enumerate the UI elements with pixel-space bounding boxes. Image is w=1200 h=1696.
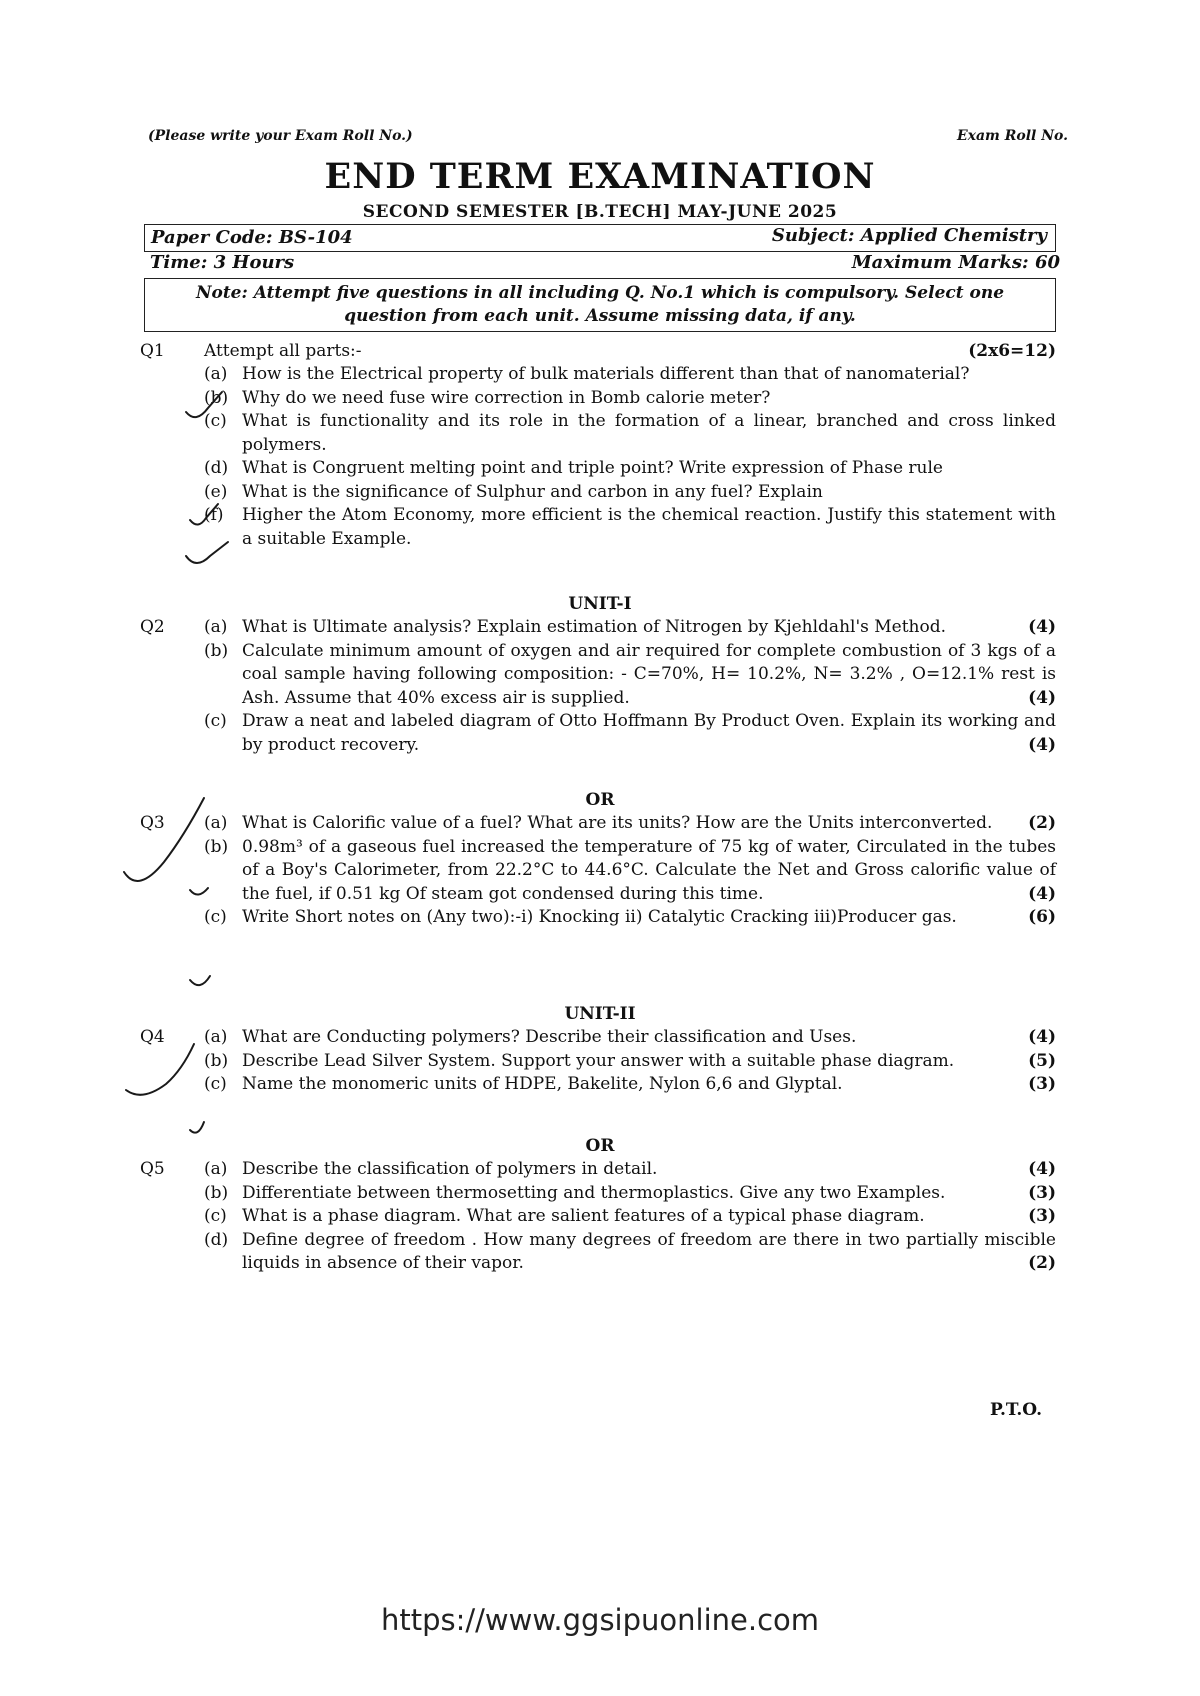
roll-number-header	[148, 128, 1068, 144]
question-1	[140, 340, 1056, 580]
part-text: What is functionality and its role in the formation of a linear, branched and cross linked polymers.	[242, 411, 1056, 455]
question-part	[204, 1026, 1056, 1050]
part-label: (a)	[204, 813, 228, 833]
part-text: How is the Electrical property of bulk materials different than that of nanomaterial?	[242, 364, 970, 384]
part-marks: (4)	[1028, 1027, 1056, 1047]
part-marks: (4)	[1028, 883, 1056, 904]
question-part	[204, 410, 1056, 457]
part-label: (e)	[204, 481, 228, 502]
part-label: (a)	[204, 1027, 228, 1047]
paper-info-row	[144, 224, 1056, 252]
part-text: 0.98m³ of a gaseous fuel increased the temperature of 75 kg of water, Circulated in the tubes of a Boy's Calorimeter, from 22.2°C to 44.6°C. Calculate the Net and Gross calorific value of the fuel, if 0.51 kg Of steam got condensed during this time.	[242, 836, 1056, 904]
part-text: What is Congruent melting point and triple point? Write expression of Phase rule	[242, 458, 943, 478]
question-part	[204, 1073, 1056, 1097]
part-marks: (6)	[1028, 907, 1056, 927]
part-text: What is Ultimate analysis? Explain estimation of Nitrogen by Kjehldahl's Method.	[242, 617, 947, 637]
tick-mark-icon	[126, 1044, 194, 1095]
exam-title: END TERM EXAMINATION	[324, 156, 876, 197]
exam-subtitle: SECOND SEMESTER [B.TECH] MAY-JUNE 2025	[362, 202, 838, 222]
tick-mark-icon	[190, 976, 210, 985]
question-parts	[204, 1026, 1056, 1097]
unit-heading: UNIT-II	[564, 1004, 636, 1024]
part-label: (a)	[204, 1159, 228, 1179]
part-marks: (4)	[1028, 617, 1056, 637]
question-part	[204, 457, 1056, 481]
part-label: (c)	[204, 1074, 227, 1094]
part-text: What is a phase diagram. What are salient features of a typical phase diagram.	[242, 1206, 925, 1226]
part-label: (f)	[204, 505, 224, 525]
question-part	[204, 1182, 1056, 1206]
part-label: (b)	[204, 836, 229, 857]
tick-mark-icon	[190, 1122, 204, 1133]
question-parts	[204, 616, 1056, 757]
question-part	[204, 504, 1056, 551]
part-text: Name the monomeric units of HDPE, Bakelite, Nylon 6,6 and Glyptal.	[242, 1074, 843, 1094]
part-text: Calculate minimum amount of oxygen and air required for complete combustion of 3 kgs of a coal sample having following composition: - C=70%, H= 10.2%, N= 3.2% , O=12.1% rest is Ash. Assume that 40% excess air is supplied.	[242, 640, 1056, 708]
part-label: (b)	[204, 640, 229, 661]
part-text: Describe Lead Silver System. Support your answer with a suitable phase diagram.	[242, 1050, 955, 1071]
part-marks: (5)	[1028, 1050, 1056, 1071]
question-marks: (2x6=12)	[968, 341, 1056, 361]
question-part	[204, 387, 1056, 411]
part-label: (b)	[204, 387, 229, 408]
part-text: What is Calorific value of a fuel? What are its units? How are the Units interconverted.	[242, 813, 993, 833]
question-instruction	[204, 340, 1056, 364]
question-instruction-text: Attempt all parts:-	[204, 341, 362, 361]
footer-url: https://www.ggsipuonline.com	[380, 1603, 820, 1637]
question-part	[204, 1205, 1056, 1229]
question-parts	[204, 1158, 1056, 1276]
part-text: Describe the classification of polymers in detail.	[242, 1159, 658, 1179]
part-marks: (4)	[1028, 687, 1056, 708]
question-number: Q2	[140, 617, 165, 637]
question-part	[204, 1158, 1056, 1182]
or-separator: OR	[585, 1136, 615, 1156]
part-label: (b)	[204, 1182, 229, 1203]
or-separator: OR	[585, 790, 615, 810]
question-part	[204, 710, 1056, 757]
question-parts	[204, 363, 1056, 551]
part-label: (c)	[204, 1206, 227, 1226]
instructions-note: Note: Attempt five questions in all including Q. No.1 which is compulsory. Select one question from each unit. Assume missing data, if any.	[144, 278, 1056, 332]
part-text: What are Conducting polymers? Describe their classification and Uses.	[242, 1027, 857, 1047]
question-part	[204, 1229, 1056, 1276]
part-text: Differentiate between thermosetting and thermoplastics. Give any two Examples.	[242, 1182, 946, 1203]
part-label: (a)	[204, 617, 228, 637]
question-parts	[204, 812, 1056, 930]
question-part	[204, 363, 1056, 387]
question-part	[204, 1050, 1056, 1074]
part-label: (a)	[204, 364, 228, 384]
unit-heading: UNIT-I	[568, 594, 632, 614]
question-number: Q1	[140, 341, 165, 361]
part-label: (d)	[204, 458, 229, 478]
part-marks: (4)	[1028, 734, 1056, 755]
roll-note: (Please write your Exam Roll No.)	[148, 128, 413, 144]
question-part	[204, 812, 1056, 836]
part-text: Define degree of freedom . How many degrees of freedom are there in two partially miscible liquids in absence of their vapor.	[242, 1229, 1056, 1273]
paper-code: Paper Code: BS-104	[151, 227, 353, 248]
part-label: (b)	[204, 1050, 229, 1071]
part-label: (d)	[204, 1229, 229, 1250]
question-part	[204, 616, 1056, 640]
question-part	[204, 836, 1056, 907]
part-marks: (4)	[1028, 1159, 1056, 1179]
part-text: Draw a neat and labeled diagram of Otto Hoffmann By Product Oven. Explain its working and by product recovery.	[242, 711, 1056, 755]
part-marks: (2)	[1028, 1253, 1056, 1273]
question-part	[204, 906, 1056, 930]
part-text: What is the significance of Sulphur and carbon in any fuel? Explain	[242, 481, 823, 502]
question-part	[204, 481, 1056, 505]
part-text: Higher the Atom Economy, more efficient is the chemical reaction. Justify this statement with a suitable Example.	[242, 505, 1056, 549]
tick-mark-icon	[124, 798, 204, 881]
roll-label: Exam Roll No.	[956, 128, 1068, 144]
subject: Subject: Applied Chemistry	[771, 225, 1047, 246]
part-marks: (3)	[1028, 1206, 1056, 1226]
part-label: (c)	[204, 411, 227, 431]
question-number: Q3	[140, 813, 165, 833]
question-number: Q4	[140, 1027, 165, 1047]
maximum-marks: Maximum Marks: 60	[851, 252, 1060, 273]
part-label: (c)	[204, 711, 227, 731]
part-marks: (3)	[1028, 1074, 1056, 1094]
part-marks: (3)	[1028, 1182, 1056, 1203]
question-number: Q5	[140, 1159, 165, 1179]
please-turn-over: P.T.O.	[990, 1400, 1042, 1420]
time-allowed: Time: 3 Hours	[150, 252, 295, 273]
part-marks: (2)	[1028, 813, 1056, 833]
time-marks-row	[144, 252, 1068, 273]
part-text: Why do we need fuse wire correction in Bomb calorie meter?	[242, 387, 771, 408]
question-part	[204, 640, 1056, 711]
part-label: (c)	[204, 907, 227, 927]
part-text: Write Short notes on (Any two):-i) Knocking ii) Catalytic Cracking iii)Producer gas.	[242, 907, 957, 927]
